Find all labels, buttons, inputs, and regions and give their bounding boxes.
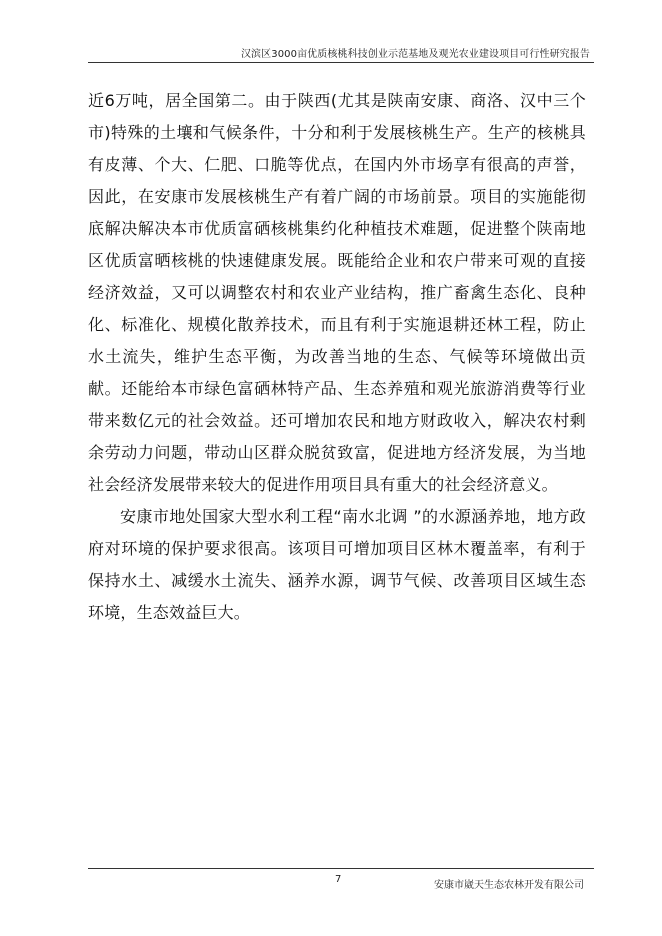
footer-divider <box>88 868 594 869</box>
page-number: 7 <box>335 874 342 885</box>
document-body <box>88 85 586 629</box>
footer-company-name: 安康市崴天生态农林开发有限公司 <box>434 880 584 891</box>
header-title: 汉滨区3000亩优质核桃科技创业示范基地及观光农业建设项目可行性研究报告 <box>240 49 590 60</box>
paragraph-continued: 近6万吨，居全国第二。由于陕西(尤其是陕南安康、商洛、汉中三个市)特殊的土壤和气候条件，十分和利于发展核桃生产。生产的核桃具有皮薄、个大、仁肥、口脆等优点，在国内外市场享有很高的声誉，因此，在安康市发展核桃生产有着广阔的市场前景。项目的实施能彻底解决解决本市优质富硒核桃集约化种植技术难题，促进整个陕南地区优质富晒核桃的快速健康发展。既能给企业和农户带来可观的直接经济效益，又可以调整农村和农业产业结构，推广畜禽生态化、良种化、标准化、规模化散养技术，而且有利于实施退耕还林工程，防止水土流失，维护生态平衡，为改善当地的生态、气候等环境做出贡献。还能给本市绿色富硒林特产品、生态养殖和观光旅游消费等行业带来数亿元的社会效益。还可增加农民和地方财政收入，解决农村剩余劳动力问题，带动山区群众脱贫致富，促进地方经济发展，为当地社会经济发展带来较大的促进作用项目具有重大的社会经济意义。 <box>88 91 586 494</box>
paragraph-environment: 安康市地处国家大型水利工程“南水北调 ”的水源涵养地，地方政府对环境的保护要求很高。该项目可增加项目区林木覆盖率，有利于保持水土、减缓水土流失、涵养水源，调节气候、改善项目区域生态环境，生态效益巨大。 <box>88 507 586 622</box>
header-divider <box>88 62 594 63</box>
